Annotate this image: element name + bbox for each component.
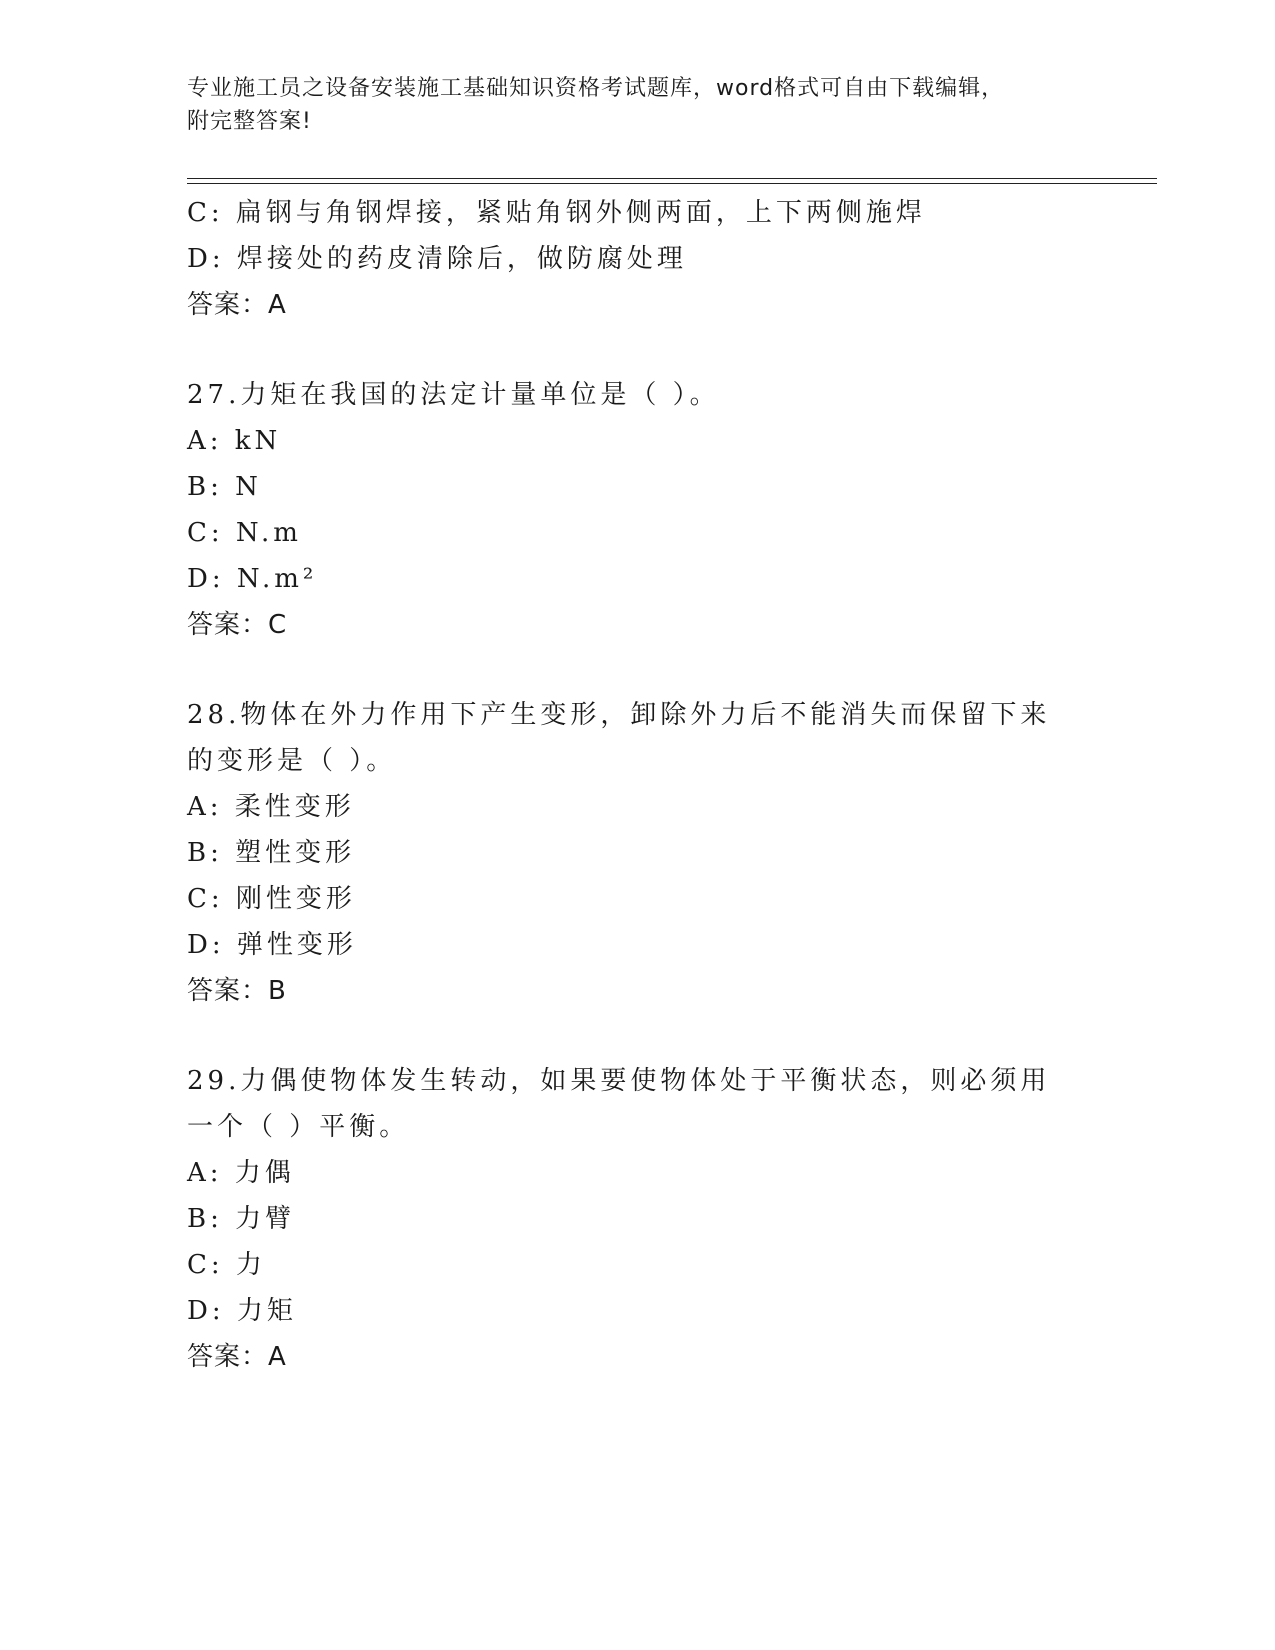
- option-a: A: kN: [187, 426, 282, 456]
- question-29: [187, 1058, 1087, 1380]
- header-title-line1: 专业施工员之设备安装施工基础知识资格考试题库，word格式可自由下载编辑，: [187, 76, 1005, 101]
- question-text: 28.物体在外力作用下产生变形，卸除外力后不能消失而保留下来的变形是（ ）。: [187, 700, 1051, 776]
- document-header: [187, 72, 1067, 138]
- option-b: B: N: [187, 472, 262, 502]
- question-text: 27.力矩在我国的法定计量单位是（ ）。: [187, 380, 720, 410]
- option-c: C: 扁钢与角钢焊接，紧贴角钢外侧两面，上下两侧施焊: [187, 198, 926, 228]
- option-a: A: 柔性变形: [187, 792, 355, 822]
- option-c: C: N.m: [187, 518, 302, 548]
- document-body: [187, 190, 1087, 1380]
- option-b: B: 塑性变形: [187, 838, 356, 868]
- header-divider-top: [187, 178, 1157, 179]
- option-c: C: 刚性变形: [187, 884, 356, 914]
- answer-line: 答案：A: [187, 290, 287, 320]
- answer-line: 答案：A: [187, 1342, 287, 1372]
- option-b: B: 力臂: [187, 1204, 296, 1234]
- option-a: A: 力偶: [187, 1158, 295, 1188]
- option-c: C: 力: [187, 1250, 266, 1280]
- option-d: D: 焊接处的药皮清除后，做防腐处理: [187, 244, 687, 274]
- answer-line: 答案：B: [187, 976, 287, 1006]
- question-text: 29.力偶使物体发生转动，如果要使物体处于平衡状态，则必须用一个（ ）平衡。: [187, 1066, 1051, 1142]
- answer-line: 答案：C: [187, 610, 288, 640]
- option-d: D: N.m²: [187, 564, 318, 594]
- option-d: D: 力矩: [187, 1296, 297, 1326]
- option-d: D: 弹性变形: [187, 930, 357, 960]
- header-title-line2: 附完整答案!: [187, 109, 312, 134]
- question-28: [187, 692, 1087, 1014]
- question-27: [187, 372, 1087, 648]
- carryover-block: [187, 190, 1087, 328]
- header-divider-bottom: [187, 183, 1157, 184]
